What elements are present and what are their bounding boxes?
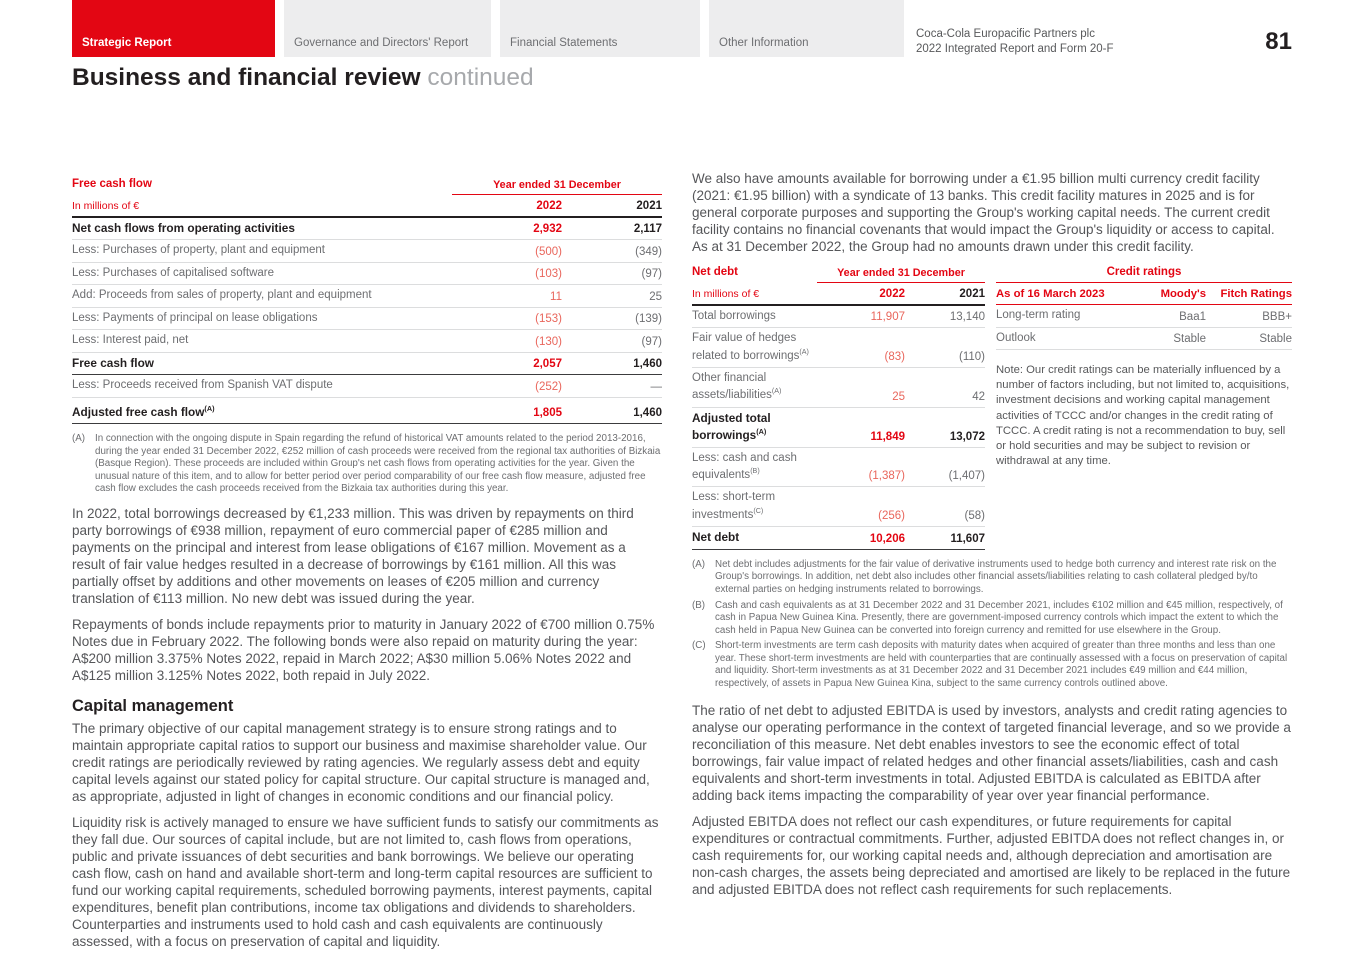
row-label: Add: Proceeds from sales of property, plant and equipment [72,285,452,308]
row-label: Less: Purchases of capitalised software [72,262,452,285]
value-2022: (130) [452,330,562,353]
value-2021: 13,140 [905,305,985,328]
table-row [72,397,662,423]
value-2022: 2,932 [452,217,562,240]
row-label: Free cash flow [72,352,452,375]
row-label: Less: cash and cash equivalents$^{(B)}$ [692,447,817,487]
page-number: 81 [1265,28,1292,55]
paragraph: In 2022, total borrowings decreased by €1,233 million. This was driven by repayments on third party borrowings of €938 million, repayment of euro commercial paper of €285 million and payments on the principal and interest from lease obligations of €167 million. Movement as a result of fair value hedges resulted in a decrease of borrowings by €161 million. All this was partially offset by additions and other movements on leases of €205 million and currency translation of €113 million. No new debt was issued during the year. [72,505,634,606]
column-header-row [996,283,1292,305]
table-row [72,217,662,240]
left-column [72,176,662,959]
row-label: Long-term rating [996,305,1126,328]
value-2022: (153) [452,307,562,330]
value-2022: (256) [817,487,905,527]
page-title: Business and financial review continued [72,64,534,91]
table-title: Free cash flow [72,178,152,190]
paragraph: Repayments of bonds include repayments prior to maturity in January 2022 of €700 million 0.75% Notes due in February 2022. The following bonds were also repaid on maturity during the year: A$200 million 3.375% Notes 2022, repaid in March 2022; A$30 million 5.06% Notes 2022 and A$125 million 3.125% Notes 2022, both repaid in July 2022. [72,616,655,683]
row-label: Fair value of hedges related to borrowings$^{(A)}$ [692,328,817,368]
unit-label: In millions of € [72,194,452,217]
col-2021: 2021 [562,194,662,217]
table-row [72,262,662,285]
company-name: Coca-Cola Europacific Partners plc [916,28,1095,40]
unit-label: In millions of € [692,282,817,305]
footnote-marker: (B) [692,599,706,611]
col-2022: 2022 [817,282,905,305]
table-row [72,375,662,398]
table-title-row [692,264,985,282]
row-label: Net cash flows from operating activities [72,217,452,240]
value-2021: (97) [562,262,662,285]
value-2021: 11,607 [905,527,985,550]
value-2022: 11 [452,285,562,308]
footnote-marker: (A) [72,432,86,444]
period-header: Year ended 31 December [452,176,662,194]
value-2021: (139) [562,307,662,330]
right-column [692,170,1292,907]
footnote [692,640,1292,690]
footnote-text: Short-term investments are term cash deposits with maturity dates when acquired of greater than three months and less than one year. These short-term investments are held with counterparties that are continually assessed with a focus on preservation of capital and liquidity. Short-term investments as at 31 December 2022 and 31 December 2021 includes €49 million and €44 million, respectively, of assets in Papua New Guinea Kina, subject to the same currency controls outlined above. [715,640,1288,690]
footnote-marker: (A) [692,558,706,570]
credit-ratings-wrap [996,264,1292,550]
table-row [692,407,985,447]
tables-row [692,264,1292,550]
table-row [692,367,985,407]
table-row [72,307,662,330]
tab-financial-statements[interactable] [500,0,700,57]
row-label: Other financial assets/liabilities$^{(A)}$ [692,367,817,407]
tab-label: Strategic Report [82,37,172,49]
footnote-ref: (B) [750,467,760,476]
table-row [72,285,662,308]
row-label: Less: Purchases of property, plant and equipment [72,240,452,263]
credit-ratings-table [996,264,1292,350]
footnote-text: Net debt includes adjustments for the fair value of derivative instruments used to hedge both currency and interest rate risk on the Group's borrowings. In addition, net debt also includes other financial assets/liabilities relating to cash collateral pledged by/to external parties on hedging instruments related to borrowings. [715,558,1277,595]
footnote-ref: (A) [204,403,215,413]
row-label: Less: Payments of principal on lease obligations [72,307,452,330]
table-row [996,305,1292,328]
paragraph: The primary objective of our capital management strategy is to ensure strong ratings and to maintain appropriate capital ratios to support our business and maximise shareholder value. Our credit ratings are periodically reviewed by rating agencies. We regularly assess debt and equity capital levels against our stated policy for capital structure. Our capital structure is managed and, as appropriate, adjusted in light of changes in economic conditions and our financial policy. [72,720,650,804]
value-2022: (83) [817,328,905,368]
paragraph: The ratio of net debt to adjusted EBITDA is used by investors, analysts and credit rating agencies to analyse our operating performance in the context of targeted financial leverage, and so we provide a reconciliation of this measure. Net debt enables investors to see the economic effect of total borrowings, fair value impact of related hedges and other financial assets/liabilities, cash and cash equivalents and short-term investments in total. Adjusted EBITDA is calculated as EBITDA after adding back items impacting the comparability of year over year financial performance. [692,702,1291,803]
row-label: Less: short-term investments$^{(C)}$ [692,487,817,527]
tab-other-information[interactable] [709,0,904,57]
table-row [72,330,662,353]
table-row [72,240,662,263]
footnote-marker: (C) [692,640,706,652]
table-row [692,305,985,328]
column-header-row [692,282,985,305]
value-2022: (252) [452,375,562,398]
value-2021: (349) [562,240,662,263]
free-cash-flow-table [72,176,662,424]
value-fitch: Stable [1206,327,1292,350]
value-2021: 2,117 [562,217,662,240]
row-label: Net debt [692,527,817,550]
paragraph: Adjusted EBITDA does not reflect our cash expenditures, or future requirements for capital expenditures or contractual commitments. Further, adjusted EBITDA does not reflect changes in, or cash requirements for, our working capital needs and, although depreciation and amortisation are non-cash charges, the assets being depreciated and amortised are likely to be replaced in the future and adjusted EBITDA does not reflect cash requirements for such replacements. [692,813,1291,897]
value-2021: (58) [905,487,985,527]
footnotes [72,433,662,496]
row-label: Adjusted total borrowings$^{(A)}$ [692,407,817,447]
footnote-text: Cash and cash equivalents as at 31 December 2022 and 31 December 2021, includes €102 million and €45 million, respectively, of cash in Papua New Guinea Kina. Presently, there are government-imposed currency controls which impact the extent to which the cash held in Papua New Guinea can be converted into foreign currency and remitted for use elsewhere in the Group. [715,599,1283,636]
value-2022: (103) [452,262,562,285]
tab-label: Governance and Directors' Report [294,37,469,49]
value-moodys: Stable [1126,327,1206,350]
col-fitch: Fitch Ratings [1206,283,1292,305]
footnote-ref: (C) [753,506,764,515]
row-header: As of 16 March 2023 [996,283,1126,305]
row-label: Outlook [996,327,1126,350]
tab-label: Other Information [719,37,809,49]
value-2022: 11,849 [817,407,905,447]
value-2022: (500) [452,240,562,263]
table-row [996,327,1292,350]
value-2021: — [562,375,662,398]
footnote-ref: (A) [756,427,767,437]
value-2022: (1,387) [817,447,905,487]
value-2021: 13,072 [905,407,985,447]
table-row [692,527,985,550]
tab-strategic-report[interactable] [72,0,275,57]
tab-label: Financial Statements [510,37,618,49]
value-2022: 1,805 [452,397,562,423]
value-2022: 10,206 [817,527,905,550]
value-2021: 1,460 [562,397,662,423]
paragraph: We also have amounts available for borrowing under a €1.95 billion multi currency credit facility (2021: €1.95 billion) with a syndicate of 13 banks. This credit facility matures in 2025 and is for general corporate purposes and supporting the Group's working capital needs. The current credit facility contains no financial covenants that would impact the Group's liquidity or access to capital. As at 31 December 2022, the Group had no amounts drawn under this credit facility. [692,171,1275,254]
value-2021: (97) [562,330,662,353]
section-heading-capital-management: Capital management [72,696,234,715]
value-2022: 2,057 [452,352,562,375]
table-title: Credit ratings [996,264,1292,283]
net-debt-table-wrap [692,264,985,550]
row-label: Adjusted free cash flow$^{(A)}$ [72,397,452,423]
credit-ratings-note: Note: Our credit ratings can be materially influenced by a number of factors including, but not limited to, acquisitions, investment decisions and working capital management activities of TCCC and/or changes in the credit rating of TCCC. A credit rating is not a recommendation to buy, sell or hold securities and may be subject to revision or withdrawal at any time. [996,364,1290,468]
report-identifier [916,27,1114,57]
value-moodys: Baa1 [1126,305,1206,328]
table-row [692,487,985,527]
table-title-row [996,264,1292,283]
row-label: Less: Proceeds received from Spanish VAT dispute [72,375,452,398]
period-header: Year ended 31 December [817,264,985,282]
value-2022: 25 [817,367,905,407]
column-header-row [72,194,662,217]
page-title-suffix: continued [427,64,534,91]
value-fitch: BBB+ [1206,305,1292,328]
table-row [692,328,985,368]
table-row [72,352,662,375]
value-2021: 1,460 [562,352,662,375]
paragraph: Liquidity risk is actively managed to ensure we have sufficient funds to satisfy our commitments as they fall due. Our sources of capital include, but are not limited to, cash flows from operations, public and private issuances of debt securities and bank borrowings. We believe our operating cash flow, cash on hand and available short-term and long-term capital resources are sufficient to fund our working capital requirements, scheduled borrowing payments, interest payments, capital expenditures, benefit plan contributions, income tax obligations and dividends to shareholders. Counterparties and instruments used to hold cash and cash equivalents are continuously assessed, with a focus on preservation of capital and liquidity. [72,814,659,949]
value-2022: 11,907 [817,305,905,328]
table-title: Net debt [692,266,738,278]
footnotes [692,559,1292,691]
table-title-row [72,176,662,194]
row-label: Less: Interest paid, net [72,330,452,353]
col-2021: 2021 [905,282,985,305]
value-2021: 25 [562,285,662,308]
report-name: 2022 Integrated Report and Form 20-F [916,43,1114,55]
value-2021: (110) [905,328,985,368]
footnote-ref: (A) [771,387,782,396]
value-2021: (1,407) [905,447,985,487]
net-debt-table [692,264,985,550]
col-2022: 2022 [452,194,562,217]
footnote-ref: (A) [799,347,809,356]
footnote-text: In connection with the ongoing dispute in Spain regarding the refund of historical VAT amounts related to the period 2013-2016, during the year ended 31 December 2022, €252 million of cash proceeds were received from the regional tax authorities of Bizkaia (Basque Region). These proceeds are included within Group's net cash flows from operating activities for the year. Given the unusual nature of this item, and to allow for better period over period comparability of our free cash flow measure, adjusted free cash flow excludes the cash proceeds received from the Bizkaia tax authorities during this year. [95,432,661,495]
footnote [692,600,1292,638]
row-label: Total borrowings [692,305,817,328]
table-row [692,447,985,487]
value-2021: 42 [905,367,985,407]
col-moodys: Moody's [1126,283,1206,305]
tab-governance-directors-report[interactable] [284,0,491,57]
footnote [72,433,662,496]
section-tabs [72,0,904,57]
footnote [692,559,1292,597]
